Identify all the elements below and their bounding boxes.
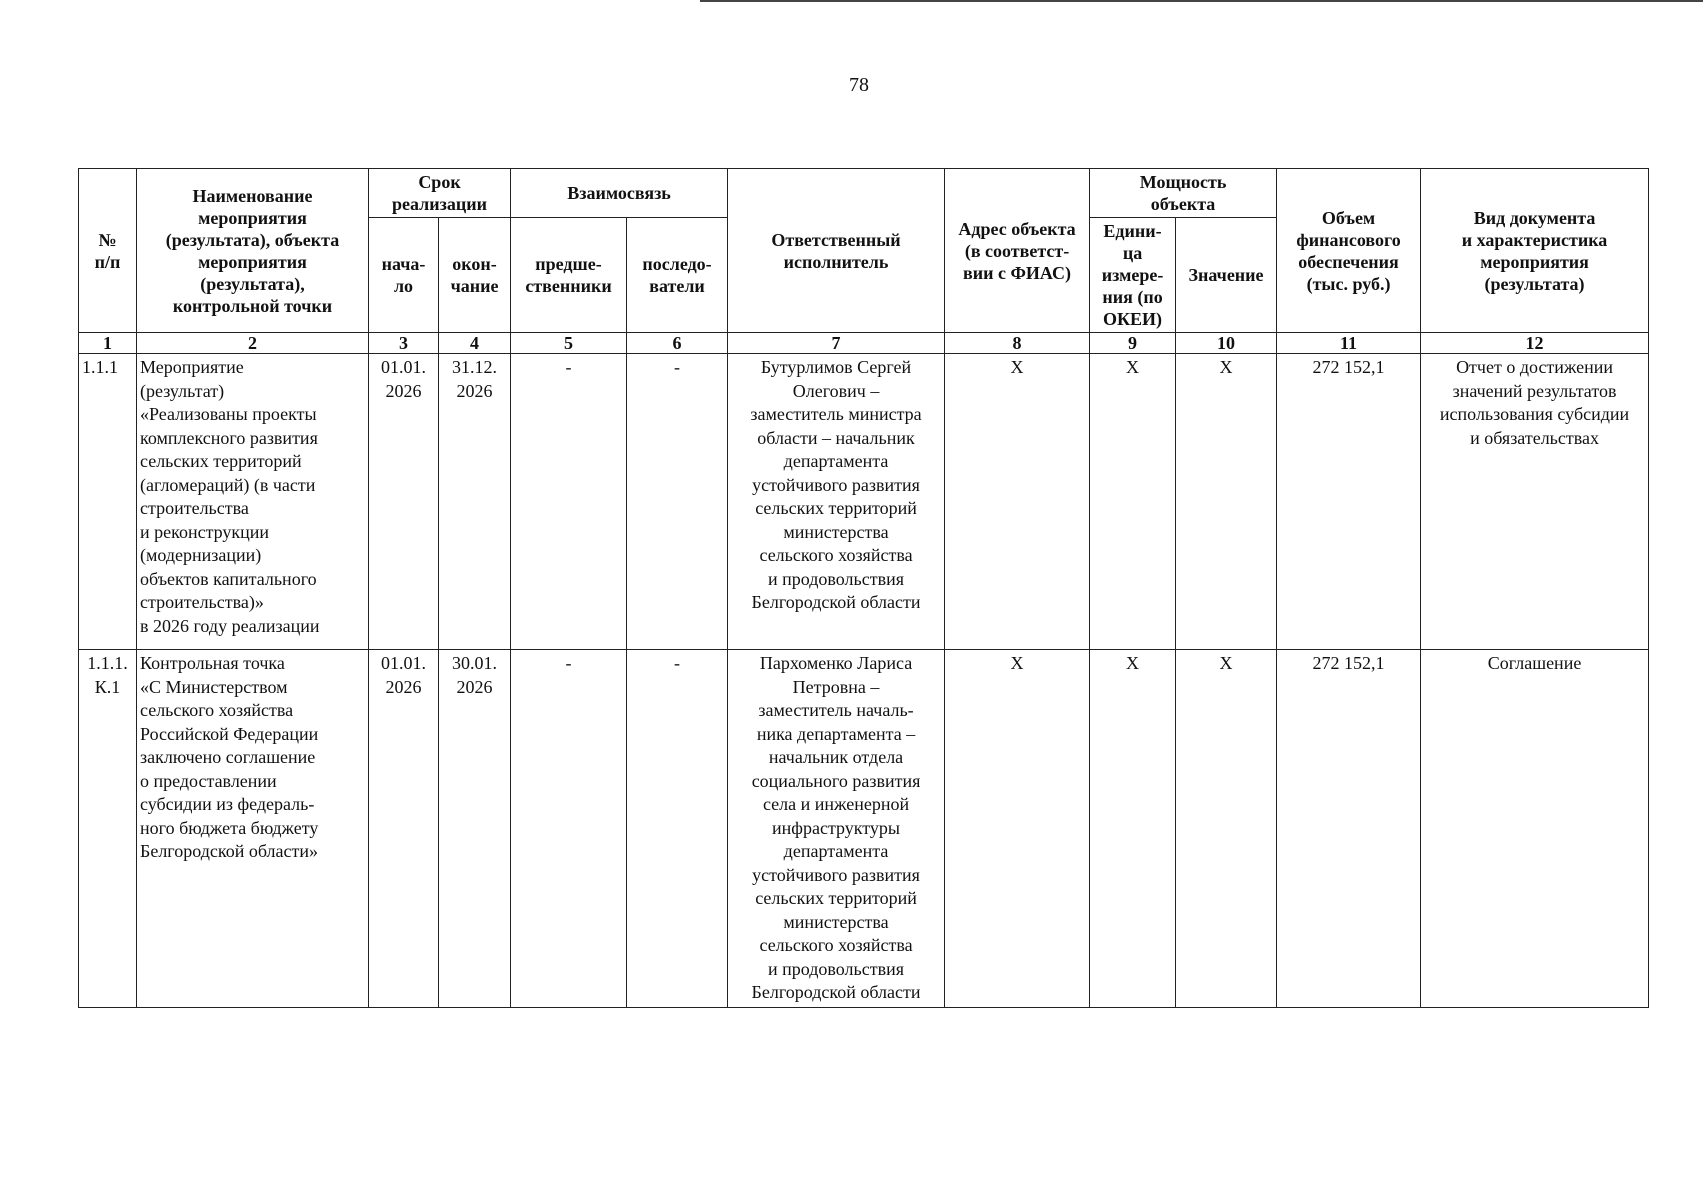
row-finance: 272 152,1: [1277, 354, 1421, 650]
header-value: Значение: [1176, 218, 1277, 333]
row-end-date: 31.12. 2026: [439, 354, 511, 650]
row-start-date: 01.01. 2026: [369, 354, 439, 650]
row-name: Контрольная точка «С Министерством сельского хозяйства Российской Федерации заключено соглашение о предоставлении субсидии из федераль- ного бюджета бюджету Белгородской области»: [137, 650, 369, 1008]
column-number: 11: [1277, 333, 1421, 354]
header-finance: Объем финансового обеспечения (тыс. руб.): [1277, 169, 1421, 333]
header-predecessors: предше- ственники: [511, 218, 627, 333]
header-relation: Взаимосвязь: [511, 169, 728, 218]
header-period: Срок реализации: [369, 169, 511, 218]
row-number: 1.1.1. К.1: [79, 650, 137, 1008]
page-number: 78: [849, 74, 869, 96]
header-address: Адрес объекта (в соответст- вии с ФИАС): [945, 169, 1090, 333]
header-doc-type: Вид документа и характеристика мероприятия (результата): [1421, 169, 1649, 333]
row-responsible: Бутурлимов Сергей Олегович – заместитель министра области – начальник департамента устойчивого развития сельских территорий министерства сельского хозяйства и продовольствия Белгородской области: [728, 354, 945, 650]
column-number: 12: [1421, 333, 1649, 354]
column-number: 1: [79, 333, 137, 354]
header-capacity: Мощность объекта: [1090, 169, 1277, 218]
row-unit: X: [1090, 354, 1176, 650]
column-number-row: [79, 333, 1649, 354]
header-unit: Едини- ца измере- ния (по ОКЕИ): [1090, 218, 1176, 333]
header-successors: последо- ватели: [627, 218, 728, 333]
header-period-start: нача- ло: [369, 218, 439, 333]
column-number: 2: [137, 333, 369, 354]
row-end-date: 30.01. 2026: [439, 650, 511, 1008]
row-doc-type: Отчет о достижении значений результатов использования субсидии и обязательствах: [1421, 354, 1649, 650]
row-successors: -: [627, 354, 728, 650]
column-number: 7: [728, 333, 945, 354]
column-number: 10: [1176, 333, 1277, 354]
row-successors: -: [627, 650, 728, 1008]
row-name: Мероприятие (результат) «Реализованы проекты комплексного развития сельских территорий (агломераций) (в части строительства и реконструкции (модернизации) объектов капитального строительства)» в 2026 году реализации: [137, 354, 369, 650]
column-number: 9: [1090, 333, 1176, 354]
column-number: 8: [945, 333, 1090, 354]
table-row: [79, 650, 1649, 1008]
header-period-end: окон- чание: [439, 218, 511, 333]
row-address: X: [945, 650, 1090, 1008]
column-number: 3: [369, 333, 439, 354]
row-number: 1.1.1: [79, 354, 137, 650]
top-rule: [700, 0, 1703, 2]
plan-table: [78, 168, 1649, 1008]
column-number: 6: [627, 333, 728, 354]
row-doc-type: Соглашение: [1421, 650, 1649, 1008]
row-value: X: [1176, 650, 1277, 1008]
column-number: 4: [439, 333, 511, 354]
table-row: [79, 354, 1649, 650]
header-num: № п/п: [79, 169, 137, 333]
header-name: Наименование мероприятия (результата), объекта мероприятия (результата), контрольной точки: [137, 169, 369, 333]
row-finance: 272 152,1: [1277, 650, 1421, 1008]
row-value: X: [1176, 354, 1277, 650]
row-predecessors: -: [511, 354, 627, 650]
row-address: X: [945, 354, 1090, 650]
row-start-date: 01.01. 2026: [369, 650, 439, 1008]
column-number: 5: [511, 333, 627, 354]
row-unit: X: [1090, 650, 1176, 1008]
header-responsible: Ответственный исполнитель: [728, 169, 945, 333]
row-responsible: Пархоменко Лариса Петровна – заместитель началь- ника департамента – начальник отдела социального развития села и инженерной инфраструктуры департамента устойчивого развития сельских территорий министерства сельского хозяйства и продовольствия Белгородской области: [728, 650, 945, 1008]
row-predecessors: -: [511, 650, 627, 1008]
